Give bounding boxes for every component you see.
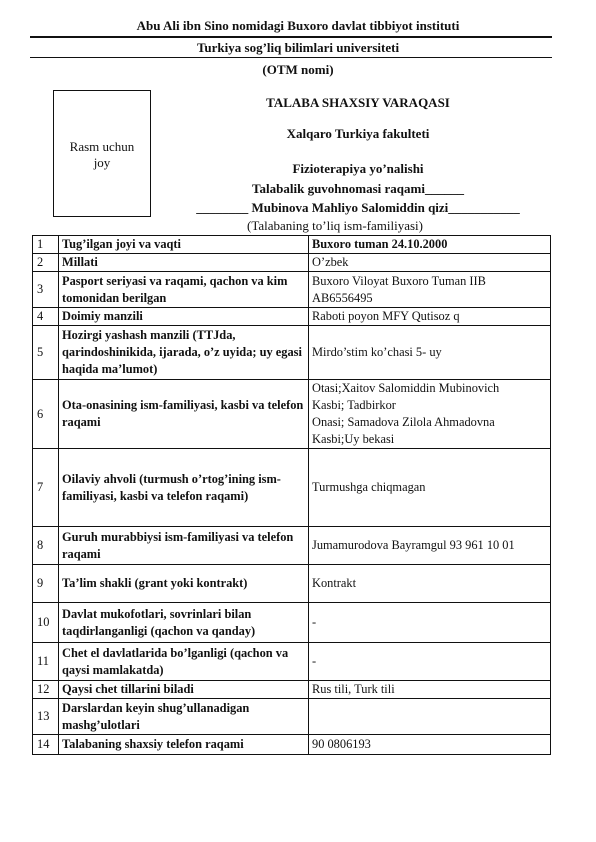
row-number: 7 (33, 449, 59, 527)
answer-line: Otasi;Xaitov Salomiddin Mubinovich (312, 381, 500, 395)
row-answer (309, 681, 551, 699)
row-number: 2 (33, 254, 59, 272)
table-row (33, 565, 551, 603)
row-number: 5 (33, 326, 59, 380)
answer-line: Jumamurodova Bayramgul 93 961 10 01 (312, 538, 515, 552)
row-question: Talabaning shaxsiy telefon raqami (59, 735, 309, 755)
row-number: 14 (33, 735, 59, 755)
faculty-name: Xalqaro Turkiya fakulteti (286, 126, 430, 141)
row-number: 3 (33, 272, 59, 308)
row-number: 10 (33, 603, 59, 643)
row-answer (309, 380, 551, 449)
row-answer (309, 735, 551, 755)
answer-line: Kasbi; Tadbirkor (312, 398, 396, 412)
answer-line: Buxoro tuman 24.10.2000 (312, 237, 448, 251)
table-row (33, 254, 551, 272)
row-question: Ta’lim shakli (grant yoki kontrakt) (59, 565, 309, 603)
table-row (33, 603, 551, 643)
row-answer (309, 565, 551, 603)
student-info-table (32, 235, 551, 755)
photo-label-line1: Rasm uchun (69, 139, 135, 154)
answer-line: - (312, 615, 317, 629)
row-number: 1 (33, 236, 59, 254)
student-name-caption: (Talabaning to’liq ism-familiyasi) (247, 218, 423, 233)
row-answer (309, 272, 551, 308)
university-name: Turkiya sog’liq bilimlari universiteti (196, 40, 400, 55)
answer-line: Kasbi;Uy bekasi (312, 432, 395, 446)
row-question: Pasport seriyasi va raqami, qachon va kim tomonidan berilgan (59, 272, 309, 308)
row-number: 6 (33, 380, 59, 449)
row-answer (309, 449, 551, 527)
row-number: 4 (33, 308, 59, 326)
row-number: 11 (33, 643, 59, 681)
photo-placeholder (53, 90, 151, 217)
answer-line: Raboti poyon MFY Qutisoz q (312, 309, 460, 323)
row-number: 9 (33, 565, 59, 603)
row-number: 12 (33, 681, 59, 699)
student-name-line: ________ Mubinova Mahliyo Salomiddin qizi___________ (196, 200, 520, 215)
row-question: Qaysi chet tillarini biladi (59, 681, 309, 699)
row-question: Chet el davlatlarida bo’lganligi (qachon va qaysi mamlakatda) (59, 643, 309, 681)
answer-line: AB6556495 (312, 290, 373, 305)
row-question: Doimiy manzili (59, 308, 309, 326)
row-question: Davlat mukofotlari, sovrinlari bilan taqdirlanganligi (qachon va qanday) (59, 603, 309, 643)
direction-name: Fizioterapiya yo’nalishi (292, 161, 424, 176)
answer-line: O’zbek (312, 255, 349, 269)
row-question: Tug’ilgan joyi va vaqti (59, 236, 309, 254)
answer-line: Buxoro Viloyat Buxoro Tuman IIB (312, 273, 486, 288)
answer-line: - (312, 654, 317, 668)
header-rule-top (30, 36, 552, 38)
table-row (33, 643, 551, 681)
otm-label: (OTM nomi) (262, 62, 334, 77)
photo-label-line2: joy (93, 155, 111, 170)
row-answer (309, 236, 551, 254)
row-answer (309, 527, 551, 565)
row-question: Millati (59, 254, 309, 272)
row-answer (309, 699, 551, 735)
row-question: Darslardan keyin shug’ullanadigan mashg’ulotlari (59, 699, 309, 735)
row-question: Guruh murabbiysi ism-familiyasi va telefon raqami (59, 527, 309, 565)
answer-line: Rus tili, Turk tili (312, 682, 395, 696)
table-row (33, 449, 551, 527)
row-answer (309, 603, 551, 643)
row-question: Hozirgi yashash manzili (TTJda, qarindoshinikida, ijarada, o’z uyida; uy egasi haqida ma’lumot) (59, 326, 309, 380)
answer-line: 90 0806193 (312, 737, 371, 751)
row-question: Oilaviy ahvoli (turmush o’rtog’ining ism-familiyasi, kasbi va telefon raqami) (59, 449, 309, 527)
answer-line: Turmushga chiqmagan (312, 480, 426, 494)
row-answer (309, 643, 551, 681)
table-row (33, 326, 551, 380)
table-row (33, 699, 551, 735)
row-answer (309, 254, 551, 272)
header-rule-bottom (30, 57, 552, 58)
row-answer (309, 308, 551, 326)
row-number: 8 (33, 527, 59, 565)
table-row (33, 380, 551, 449)
student-id-line: Talabalik guvohnomasi raqami______ (252, 181, 464, 196)
answer-line: Kontrakt (312, 576, 357, 590)
answer-line: Mirdo’stim ko’chasi 5- uy (312, 345, 442, 359)
table-row (33, 308, 551, 326)
answer-line: Onasi; Samadova Zilola Ahmadovna (312, 415, 495, 429)
table-row (33, 681, 551, 699)
table-row (33, 236, 551, 254)
table-row (33, 272, 551, 308)
row-question: Ota-onasining ism-familiyasi, kasbi va telefon raqami (59, 380, 309, 449)
form-title: TALABA SHAXSIY VARAQASI (266, 95, 450, 110)
table-row (33, 527, 551, 565)
table-row (33, 735, 551, 755)
row-number: 13 (33, 699, 59, 735)
row-answer (309, 326, 551, 380)
institute-name: Abu Ali ibn Sino nomidagi Buxoro davlat tibbiyot instituti (136, 18, 460, 33)
